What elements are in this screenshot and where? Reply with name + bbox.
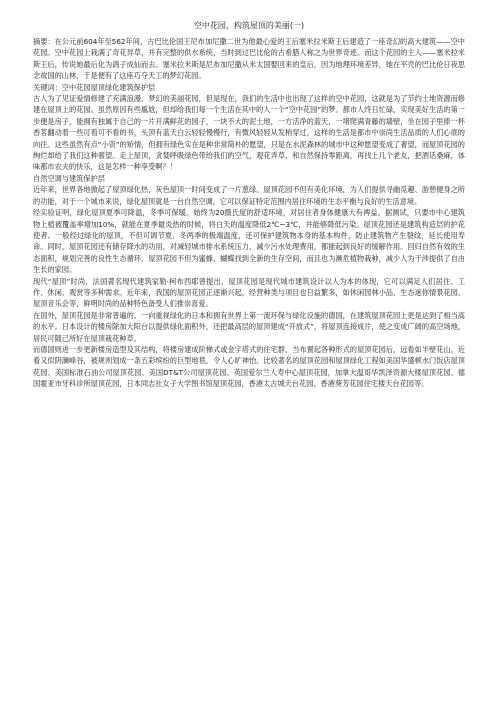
- body-paragraph: 现代“屋顶”时尚，法国著名现代建筑家勒·柯布西耶曾提出，屋顶花园是现代城市建筑设计以人为本的体现，它可以满足人们居住、工作、休闲、观赏等多种需求。近年来，我国的屋顶花园正逐渐兴起，经营种类与项目也日益繁多，如休闲园林小品、生态迷你情景花园、屋顶音乐会等，鲜明时尚的品种特色备受人们推崇喜爱。: [33, 276, 465, 309]
- intro-paragraph: 古人为了见证爱情修建了充满浪漫、梦幻的美丽花园，但是现在，我们的生活中也出现了这样的空中花园，这就是为了节约土地资源而修建在屋顶上的花园。虽然原因有些尴尬，但却给我们每一个生活在其中的人一个“空中花园”的梦。都市人终日忙碌，实现美好生活的第一步便是房子，能拥有独属于自己的一片开满鲜花的园子，一块不大的泥土地，一方活净的蓝天，一堵爬满青藤的墙壁，坐在园子里捧一杯香茗翻动着一些可看可不看的书，头顶有蓝天白云轻轻慢慢行，有微风轻轻从发梢穿过，这样的生活是都市中崇尚生活品质的人们心底的向往。这些虽然有点“小资”的矫情，但拥有绿色实在是种非常简朴的愿望，只是在水泥森林的城市中这种愿望变成了奢望，而屋顶花园的绚烂却给了我们这种奢望。走上屋顶，贪婪呼吸绿色带给我们的空气，观花弄草，和自然保持零距离，再找上几个老友，把酒话桑麻，体味都市农夫的快乐，这是怎样一种享受啊？！: [33, 94, 465, 172]
- body-paragraph: 在国外，屋顶花园是非常普遍的。一向重视绿化的日本和拥有世界上第一流环保与绿化设施的德国，在建筑屋顶花园上更是达到了相当高的水平。日本设计的楼房除加大阳台以提供绿化面积外，还把最高层的屋顶建成“开放式”，将屋顶连接成片，使之变成广阔的高空场地，居民可随己所好在屋顶栽花种草。: [33, 310, 465, 343]
- body-paragraph: 近年来，世界各地掀起了屋顶绿化热，灰色屋顶一时间变成了一片葱绿。屋顶花园不但有美化环境，为人们提供寻幽觅趣、游憩健身之所的功能，对于一个城市来说，绿化屋顶就是一台自然空调，它可以保证特定范围内居住环境的生态平衡与良好的生活意境。: [33, 185, 465, 206]
- body-paragraph: 而德国则进一步更新楼房造型及其结构，将楼房建成阶梯式或金字塔式的住宅群，当布置起各种形式的屋顶花园后，远看如半壁花山，近看又似阴澜峰谷，被规则划成一条五彩缤纷的巨型地毯，令人心旷神怡。比较著名的屋顶花园和屋顶绿化工程如美国华盛顿水门饭店屋顶花园、美国标准石油公司屋顶花园、美国DT&T公司屋顶花园、英国爱尔兰人寿中心屋顶花园，加拿大温哥华凯泽资源大楼屋顶花园、德国霍亚市牙科诊所屋顶花园，日本同志社女子大学图书馆屋顶花园，香港太古城天台花园、香港葵芳花园住宅楼天台花园等。: [33, 344, 465, 389]
- body-paragraph: 经实验证明，绿化屋顶夏季可降温，冬季可保暖。始终为20摄氏度的舒适环境，对居住者身体健康大有裨益。据测试，只要市中心建筑物上植被覆盖率增加10%，就能在夏季最炎热的时候，将白天的温度降低2℃~3℃，并能够降低污染。屋顶花园还是建筑构造层的护花使者。一般经过绿化的屋顶，不但可调节夏、冬两季的极端温度，还可保护建筑物本身的基本构件，防止建筑物产生裂纹，延长使用寿命。同时，屋顶花园还有储存降水的功用，对减轻城市排水系统压力，减少污水处理费用，都能起到良好的缓解作用。回归自然有效的生态面积，规划完善的良性生态循环，屋顶花园不但为蜜蜂、蝴蝶找到全新的生存空间，而且也为濒危植物栽种，减少人为干涉提供了自由生长的家园。: [33, 208, 465, 275]
- keywords-line: 关键词：空中花园屋顶绿化建筑保护层: [33, 82, 156, 92]
- document-title: 空中花园，构筑屋顶的美丽(一): [193, 21, 305, 30]
- abstract-paragraph: 摘要：在公元前604年至562年间，古巴比伦国王尼布加尼撒二世为他最心爱的王后塞米拉米斯王后建造了一座奇幻的高大建筑——空中花园。空中花园上栽满了奇花异草，并有完整的供水系统，当时到过巴比伦的古希腊人称之为世界奇迹。而这个花园的主人——塞米拉米斯王后，传说她最后化为鸽子成仙而去。塞米拉米斯是尼布加尼撒从米太国娶回来的皇后，因为地理环境差异，她在平壳的巴比伦日夜思念故国的山林，于是便有了这座巧夺天工的梦幻花园。: [33, 37, 465, 81]
- section-heading: 自然空调与建筑保护层: [33, 173, 105, 183]
- document-body: [33, 20, 465, 390]
